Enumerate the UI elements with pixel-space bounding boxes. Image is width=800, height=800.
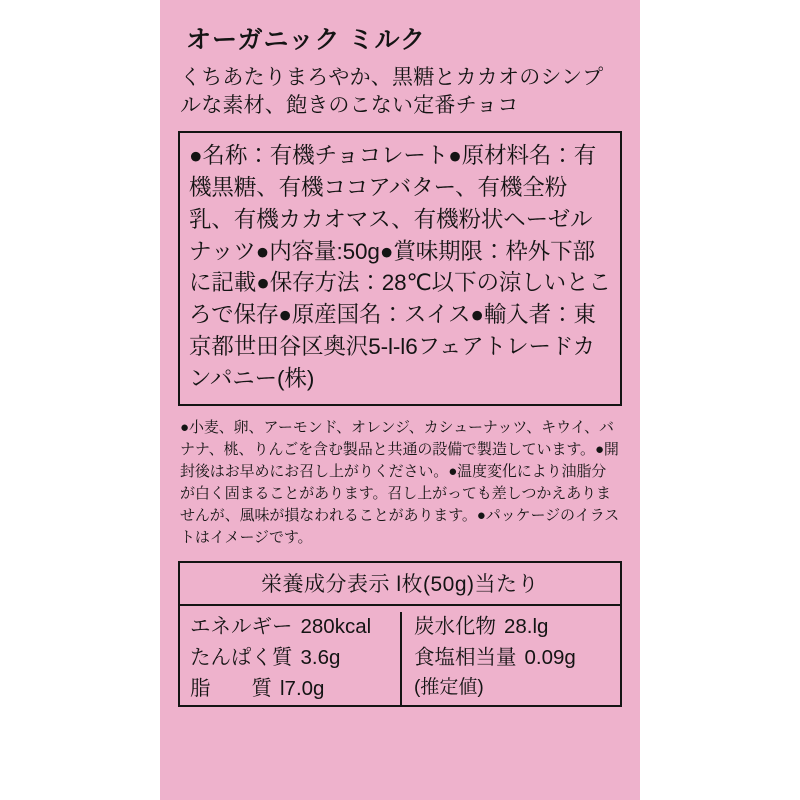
nutrition-table [178,561,622,706]
nutrition-label: 食塩相当量 [414,646,517,670]
nutrition-value: l7.0g [280,676,325,700]
nutrition-estimate-note: (推定値) [414,676,484,698]
nutrition-value: 0.09g [524,646,576,670]
nutrition-label: 炭水化物 [414,615,496,639]
allergy-and-handling-notes: ●小麦、卵、アーモンド、オレンジ、カシューナッツ、キウイ、バナナ、桃、りんごを含む製品と共通の設備で製造しています。●開封後はお早めにお召し上がりください。●温度変化により油脂分が白く固まることがあります。召し上がっても差しつかえありませんが、風味が損なわれることがあります。●パッケージのイラストはイメージです。 [180,419,620,547]
nutrition-label: エネルギー [190,615,293,639]
nutrition-table-header: 栄養成分表示 l枚(50g)当たり [180,563,620,606]
table-row [190,612,396,643]
nutrition-label: たんぱく質 [190,646,293,670]
table-row [190,643,396,674]
nutrition-table-body [180,606,620,704]
nutrition-column-right [400,612,620,704]
page-title: オーガニック ミルク [186,26,426,54]
table-row [414,612,616,643]
product-label [160,0,640,800]
nutrition-value: 28.lg [504,615,549,639]
nutrition-value: 280kcal [300,615,372,639]
nutrition-label: 脂 質 [190,676,272,700]
product-lead-text: くちあたりまろやか、黒糖とカカオのシンプルな素材、飽きのこない定番チョコ [180,66,604,118]
table-row [190,674,396,705]
ingredients-box: ●名称：有機チョコレート●原材料名：有機黒糖、有機ココアバター、有機全粉乳、有機カカオマス、有機粉状ヘーゼルナッツ●内容量:50g●賞味期限：枠外下部に記載●保存方法：28℃以下の涼しいところで保存●原産国名：スイス●輸入者：東京都世田谷区奥沢5-l-l6フェアトレードカンパニー(株) [178,131,622,407]
table-row [414,643,616,674]
nutrition-value: 3.6g [300,646,341,670]
nutrition-column-left [180,612,400,704]
